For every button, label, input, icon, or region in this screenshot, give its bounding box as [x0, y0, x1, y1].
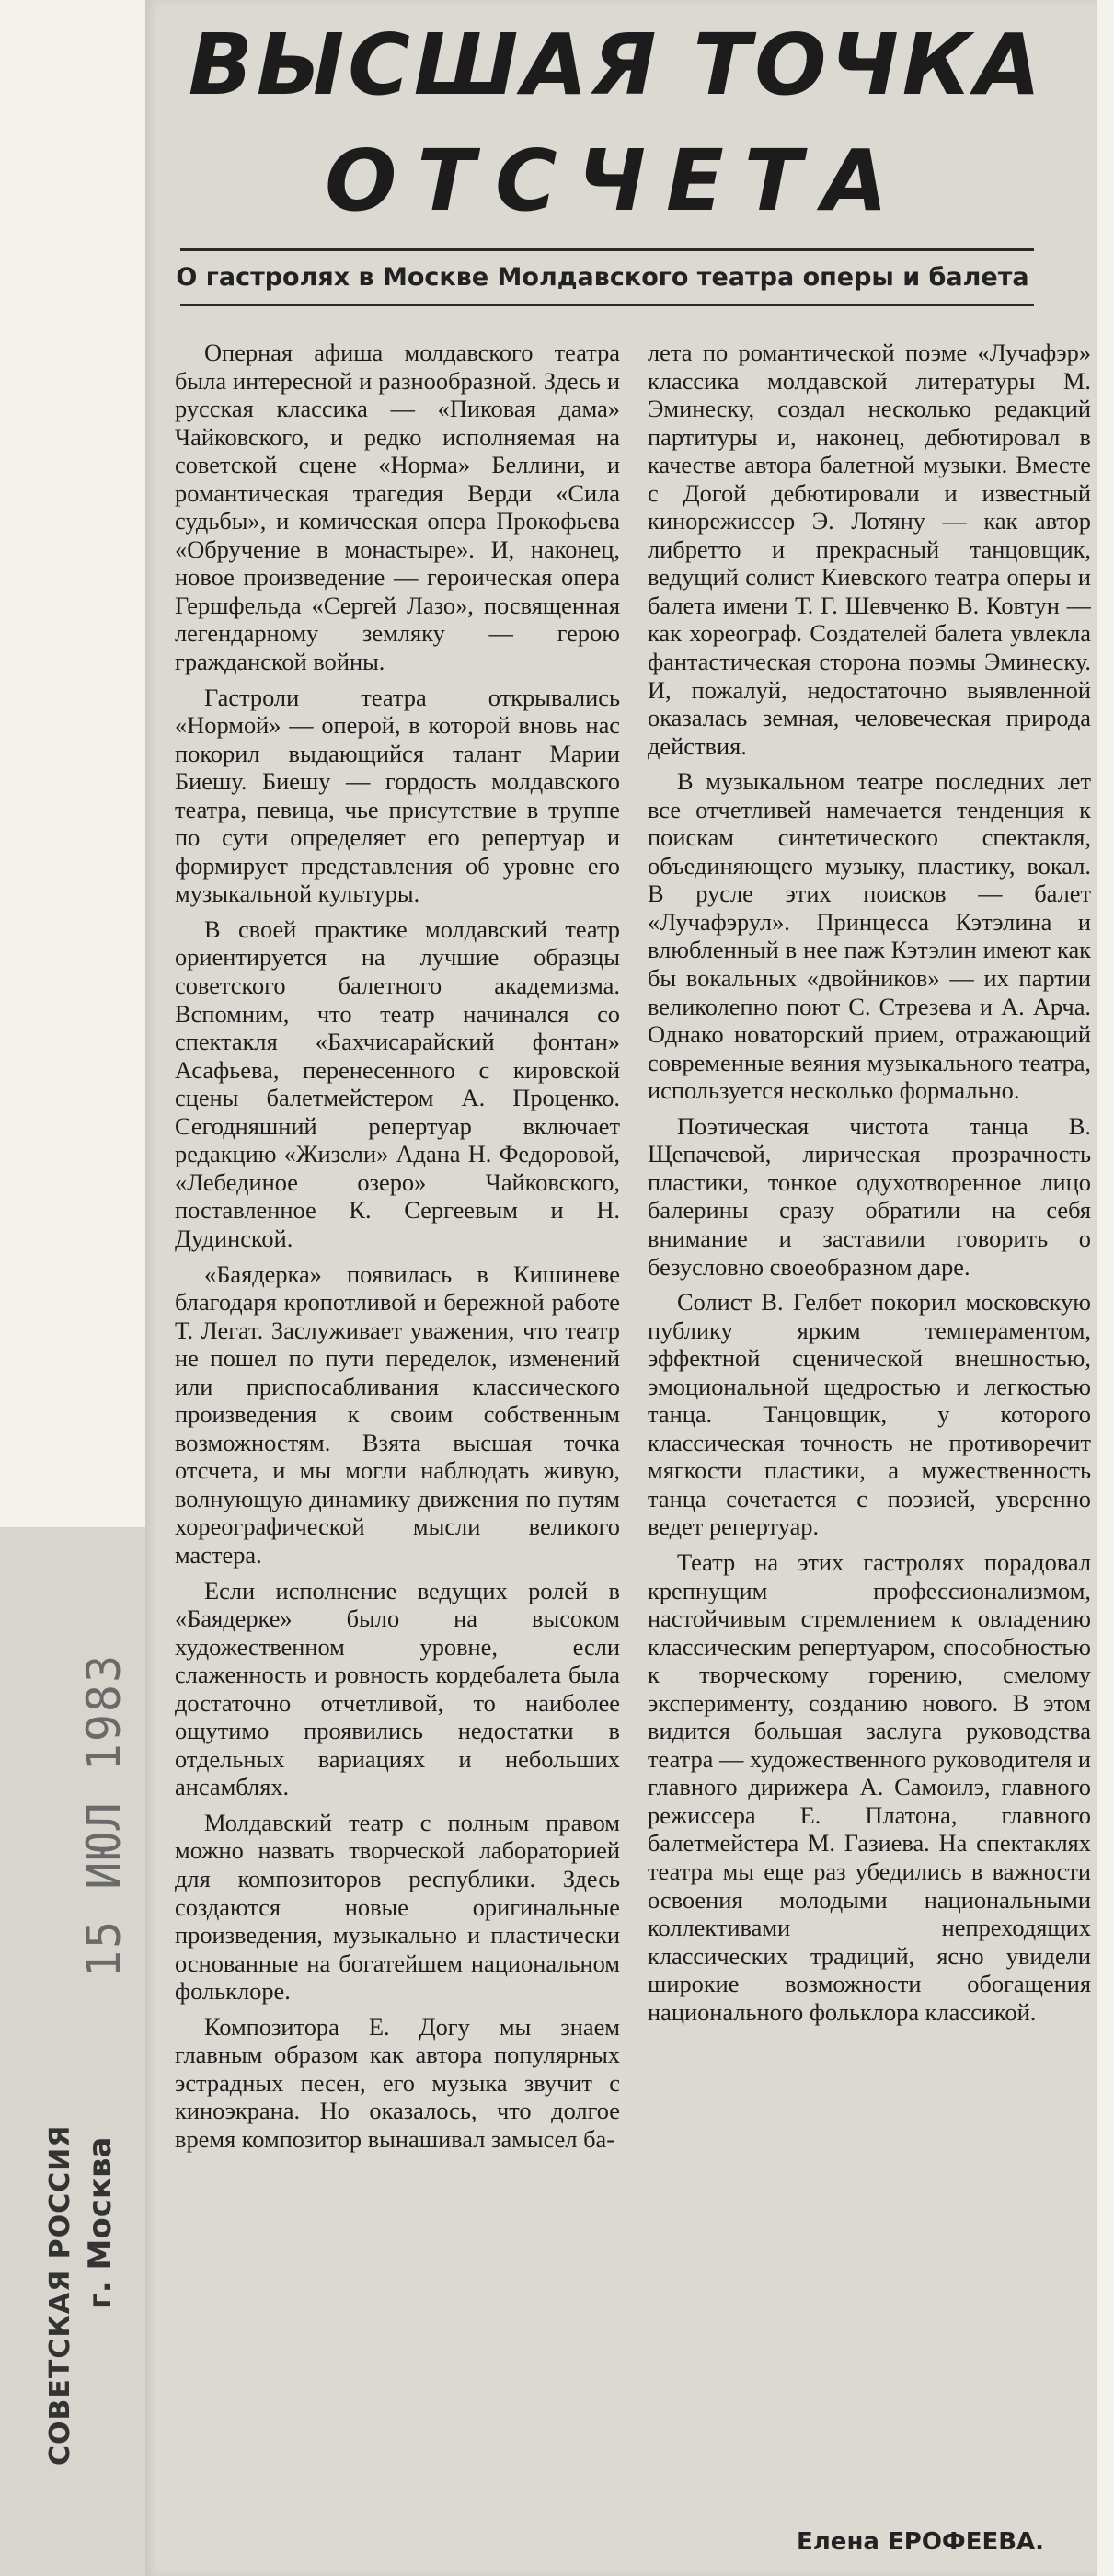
date-stamp: 15 ИЮЛ 1983: [77, 1652, 131, 1978]
article-column-right: [648, 339, 1091, 2558]
paragraph: Театр на этих гастролях порадовал крепнущим профессионализмом, настойчивым стремлением к овладению классическим репертуаром, способностью к творческому горению, смелому эксперименту, созданию нового. В этом видится большая заслуга руководства театра — художественного руководителя и главного дирижера А. Самоилэ, главного режиссера Е. Платона, главного балетмейстера М. Газиева. На спектаклях театра мы еще раз убедились в важности освоения молодыми национальными коллективами непреходящих классических традиций, ясно увидели широкие возможности обогащения национального фольклора классикой.: [648, 1547, 1091, 2026]
paragraph: лета по романтической поэме «Лучафэр» классика молдавской литературы М. Эминеску, создал несколько редакций партитуры и, наконец, дебютировал в качестве автора балетной музыки. Вместе с Догой дебютировали и известный кинорежиссер Э. Лотяну — как автор либретто и прекрасный танцовщик, ведущий солист Киевского театра оперы и балета имени Т. Г. Шевченко В. Ковтун — как хореограф. Создателей балета увлекла фантастическая сторона поэмы Эминеску. И, пожалуй, недостаточно выявленной оказалась земная, человеческая природа действия.: [648, 339, 1091, 760]
paragraph: Если исполнение ведущих ролей в «Баядерке» было на высоком художественном уровне, если слаженность и ровность кордебалета была достаточно отчетливой, то наиболее ощутимо проявились недостатки в отдельных вариациях и небольших ансамблях.: [175, 1576, 620, 1801]
publication-name: СОВЕТСКАЯ РОССИЯ: [44, 2124, 76, 2466]
paragraph: Молдавский театр с полным правом можно назвать творческой лабораторией для композиторов республики. Здесь создаются новые оригинальные произведения, музыкально и пластически основанные на богатейшем национальном фольклоре.: [175, 1808, 620, 2006]
article-column-left: [175, 339, 620, 2558]
source-stamp: [42, 2125, 121, 2466]
subtitle-bottom-rule: [180, 304, 1034, 306]
paragraph: «Баядерка» появилась в Кишиневе благодаря кропотливой и бережной работе Т. Легат. Заслуживает уважения, что театр не пошел по пути переделок, изменений или приспосабливания классического произведения к своим собственным возможностям. Взята высшая точка отсчета, и мы могли наблюдать живую, волнующую динамику движения по путям хореографической мысли великого мастера.: [175, 1259, 620, 1569]
headline-line-1: ВЫСШАЯ ТОЧКА: [188, 16, 1045, 115]
subtitle-top-rule: [180, 248, 1034, 251]
paragraph: Композитора Е. Догу мы знаем главным образом как автора популярных эстрадных песен, его музыка звучит с киноэкрана. Но оказалось, что долгое время композитор вынашивал замысел ба-: [175, 2012, 620, 2153]
headline-line-2: ОТСЧЕТА: [325, 132, 908, 231]
paragraph: Поэтическая чистота танца В. Щепачевой, лирическая прозрачность пластики, тонкое одухотворенное лицо балерины сразу обратили на себя внимание и заставили говорить о безусловно своеобразном даре.: [648, 1111, 1091, 1281]
article-subtitle: О гастролях в Москве Молдавского театра оперы и балета: [176, 263, 1029, 292]
article-headline: [166, 16, 1067, 231]
paragraph: В музыкальном театре последних лет все отчетливей намечается тенденция к поискам синтетического спектакля, объединяющего музыку, пластику, вокал. В русле этих поисков — балет «Лучафэрул». Принцесса Кэтэлина и влюбленный в нее паж Кэтэлин имеют как бы вокальных «двойников» — их партии великолепно поют С. Стрезева и А. Арча. Однако новаторский прием, отражающий современные веяния музыкального театра, используется несколько формально.: [648, 767, 1091, 1105]
paragraph: Солист В. Гелбет покорил московскую публику ярким темпераментом, эффектной сценической внешностью, эмоциональной щедростью и легкостью танца. Танцовщик, у которого классическая точность не противоречит мягкости пластики, а мужественность танца сочетается с поэзией, уверенно ведет репертуар.: [648, 1288, 1091, 1541]
paragraph: Гастроли театра открывались «Нормой» — оперой, в которой вновь нас покорил выдающийся талант Марии Биешу. Биешу — гордость молдавского театра, певица, чье присутствие в труппе по сути определяет его репертуар и формирует представления об уровне его музыкальной культуры.: [175, 683, 620, 908]
paragraph: В своей практике молдавский театр ориентируется на лучшие образцы советского балетного академизма. Вспомним, что театр начинался со спектакля «Бахчисарайский фонтан» Асафьева, перенесенного с кировской сцены балетмейстером А. Проценко. Сегодняшний репертуар включает редакцию «Жизели» Адана Н. Федоровой, «Лебединое озеро» Чайковского, поставленное К. Сергеевым и Н. Дудинской.: [175, 914, 620, 1252]
publication-city: г. Москва: [81, 2136, 119, 2309]
author-signature: Елена ЕРОФЕЕВА.: [797, 2528, 1045, 2556]
paragraph: Оперная афиша молдавского театра была интересной и разнообразной. Здесь и русская классика — «Пиковая дама» Чайковского, и редко исполняемая на советской сцене «Норма» Беллини, и романтическая трагедия Верди «Сила судьбы», и комическая опера Прокофьева «Обручение в монастыре». И, наконец, новое произведение — героическая опера Гершфельда «Сергей Лазо», посвященная легендарному земляку — герою гражданской войны.: [175, 339, 620, 676]
